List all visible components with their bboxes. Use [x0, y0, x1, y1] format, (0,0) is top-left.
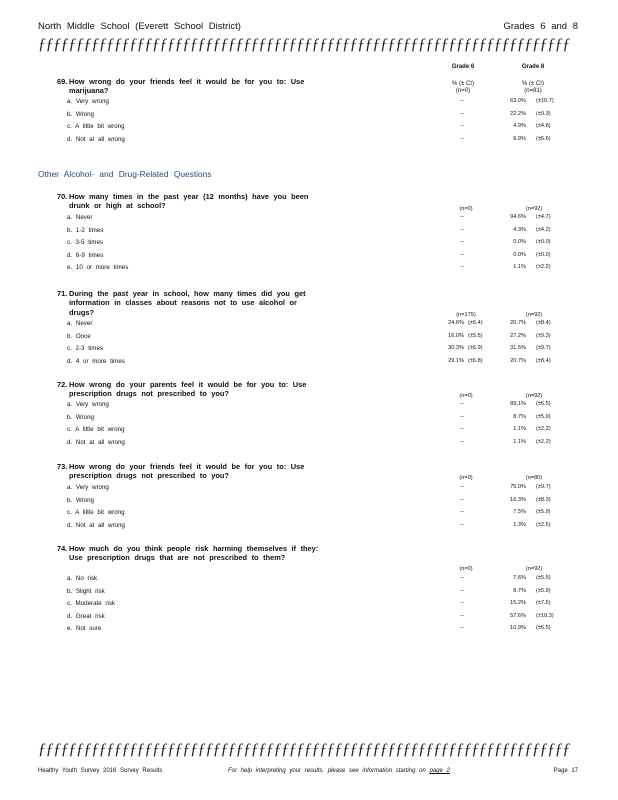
grade8-confidence-interval: (±9.3) — [536, 332, 551, 339]
answer-option-label: a. Never — [67, 320, 93, 327]
grade6-sample-size: (n=175) — [456, 312, 476, 318]
grade6-percent: -- — [460, 123, 464, 129]
grade8-confidence-interval: (±10.7) — [536, 98, 554, 104]
answer-option-label: d. 4 or more times — [67, 357, 125, 365]
grade6-percent: -- — [460, 496, 464, 503]
grade8-percent: 15.2% — [510, 600, 526, 606]
answer-option-label: b. Wrong — [67, 413, 94, 421]
grade6-confidence-interval: (±6.9) — [468, 345, 483, 351]
grade8-confidence-interval: (±2.2) — [536, 426, 551, 432]
header-grades: Grades 6 and 8 — [503, 21, 578, 32]
grade6-percent: 29.1% — [448, 357, 464, 364]
question-block — [57, 77, 325, 96]
question-text: How wrong do your friends feel it would be for you to: Use marijuana? — [69, 77, 305, 96]
answer-option-label: c. A little bit wrong — [67, 123, 125, 130]
grade8-percent: 9.9% — [513, 135, 526, 142]
header-rule: ƒƒƒƒƒƒƒƒƒƒƒƒƒƒƒƒƒƒƒƒƒƒƒƒƒƒƒƒƒƒƒƒƒƒƒƒƒƒƒƒƒƒƒƒƒƒƒƒƒƒƒƒƒƒƒƒƒƒƒƒƒƒƒƒƒƒƒƒƒƒ — [38, 36, 571, 53]
grade8-confidence-interval: (±2.2) — [536, 438, 551, 445]
grade8-percent: 4.9% — [513, 123, 526, 129]
answer-option-label: a. No risk — [67, 575, 98, 582]
grade6-percent: -- — [460, 413, 464, 420]
question-block — [57, 289, 325, 317]
grade6-percent: -- — [460, 239, 464, 245]
grade8-percent: 7.6% — [513, 575, 526, 581]
grade6-percent: -- — [460, 135, 464, 142]
grade8-sample-size: (n=92) — [525, 206, 543, 212]
grade8-pct-label: % (± CI) — [522, 81, 544, 87]
question-number: 73. — [57, 462, 68, 471]
grade8-percent: 7.5% — [513, 509, 526, 515]
question-text: How wrong do your parents feel it would be for you to: Use prescription drugs not prescribed to you? — [69, 380, 307, 399]
grade6-label: Grade 6 — [451, 64, 475, 70]
grade8-percent: 1.3% — [513, 521, 526, 528]
grade6-percent: -- — [460, 438, 464, 445]
section-title: Other Alcohol- and Drug-Related Questions — [38, 169, 212, 179]
grade8-sample-size: (n=92) — [525, 312, 543, 318]
grade8-percent: 1.1% — [513, 438, 526, 445]
grade8-confidence-interval: (±6.5) — [536, 625, 551, 631]
grade6-percent: -- — [460, 214, 464, 220]
header-school-name: North Middle School (Everett School District) — [38, 21, 241, 32]
question-text: How wrong do your friends feel it would be for you to: Use prescription drugs not prescribed to you? — [69, 462, 305, 481]
grade6-percent: 30.3% — [448, 345, 464, 351]
grade8-percent: 63.0% — [510, 98, 526, 104]
answer-option-label: a. Very wrong — [67, 484, 109, 491]
question-block — [57, 380, 325, 399]
grade8-percent: 0.0% — [513, 251, 526, 258]
grade6-percent: -- — [460, 426, 464, 432]
question-text: During the past year in school, how many times did you get information in classes about reasons not to use alcohol or drugs? — [69, 289, 306, 317]
answer-option-label: d. Great risk — [67, 612, 105, 620]
grade8-label: Grade 8 — [521, 64, 545, 70]
question-number: 74. — [57, 544, 68, 553]
grade6-sample-size: (n=0) — [459, 206, 473, 212]
grade6-sample-size: (n=0) — [459, 393, 473, 399]
grade6-percent: -- — [460, 575, 464, 581]
footer-page-number: Page 17 — [553, 768, 578, 774]
grade8-percent: 20.7% — [510, 357, 526, 364]
answer-option-label: c. A little bit wrong — [67, 509, 125, 516]
answer-option-label: c. Moderate risk — [67, 600, 116, 607]
grade6-confidence-interval: (±6.4) — [468, 320, 483, 326]
grade6-confidence-interval: (±6.8) — [468, 357, 483, 364]
grade6-percent: -- — [460, 98, 464, 104]
grade8-percent: 1.1% — [513, 426, 526, 432]
answer-option-label: e. 10 or more times — [67, 264, 129, 271]
grade8-confidence-interval: (±9.3) — [536, 110, 551, 117]
grade8-confidence-interval: (±10.3) — [536, 612, 554, 619]
grade8-confidence-interval: (±2.2) — [536, 264, 551, 270]
grade8-percent: 20.7% — [510, 320, 526, 326]
grade6-sample-size: (n=0) — [459, 475, 473, 481]
grade8-confidence-interval: (±4.7) — [536, 214, 551, 220]
grade8-percent: 8.7% — [513, 413, 526, 420]
grade8-percent: 94.6% — [510, 214, 526, 220]
grade6-percent: -- — [460, 509, 464, 515]
grade8-percent: 16.3% — [510, 496, 526, 503]
grade6-percent: -- — [460, 110, 464, 117]
answer-option-label: d. Not at all wrong — [67, 135, 125, 143]
answer-option-label: e. Not sure — [67, 625, 102, 632]
question-number: 70. — [57, 192, 68, 201]
grade8-percent: 75.0% — [510, 484, 526, 490]
grade8-percent: 10.9% — [510, 625, 526, 631]
grade8-confidence-interval: (±8.4) — [536, 320, 551, 326]
grade8-percent: 8.7% — [513, 587, 526, 594]
grade8-confidence-interval: (±8.3) — [536, 496, 551, 503]
grade8-percent: 27.2% — [510, 332, 526, 339]
grade8-confidence-interval: (±6.6) — [536, 135, 551, 142]
grade6-percent: -- — [460, 251, 464, 258]
question-block — [57, 192, 325, 211]
grade8-sample-size: (n=92) — [525, 393, 543, 399]
answer-option-label: b. Once — [67, 332, 91, 340]
grade6-percent: -- — [460, 625, 464, 631]
answer-option-label: d. Not at all wrong — [67, 438, 125, 446]
grade8-confidence-interval: (±4.2) — [536, 226, 551, 233]
grade8-confidence-interval: (±7.5) — [536, 600, 551, 606]
answer-option-label: d. 6-9 times — [67, 251, 104, 259]
grade6-percent: -- — [460, 401, 464, 407]
footer-survey-title: Healthy Youth Survey 2016 Survey Results — [38, 768, 163, 774]
answer-option-label: d. Not at all wrong — [67, 521, 125, 529]
grade8-percent: 31.5% — [510, 345, 526, 351]
grade8-confidence-interval: (±0.0) — [536, 251, 551, 258]
grade8-confidence-interval: (±0.0) — [536, 239, 551, 245]
grade6-percent: -- — [460, 521, 464, 528]
grade8-n-label: (n=81) — [524, 88, 542, 94]
grade8-confidence-interval: (±8.4) — [536, 357, 551, 364]
question-block — [57, 462, 325, 481]
grade8-percent: 57.6% — [510, 612, 526, 619]
question-number: 71. — [57, 289, 68, 298]
grade8-confidence-interval: (±2.5) — [536, 521, 551, 528]
grade8-sample-size: (n=92) — [525, 566, 543, 572]
footer-rule: ƒƒƒƒƒƒƒƒƒƒƒƒƒƒƒƒƒƒƒƒƒƒƒƒƒƒƒƒƒƒƒƒƒƒƒƒƒƒƒƒƒƒƒƒƒƒƒƒƒƒƒƒƒƒƒƒƒƒƒƒƒƒƒƒƒƒƒƒƒƒ — [38, 741, 571, 758]
grade8-percent: 4.3% — [513, 226, 526, 233]
grade8-percent: 89.1% — [510, 401, 526, 407]
answer-option-label: c. A little bit wrong — [67, 426, 125, 433]
grade8-confidence-interval: (±5.9) — [536, 587, 551, 594]
grade6-percent: -- — [460, 226, 464, 233]
answer-option-label: b. Wrong — [67, 110, 94, 118]
grade8-confidence-interval: (±5.9) — [536, 509, 551, 515]
grade8-percent: 1.1% — [513, 264, 526, 270]
answer-option-label: b. Wrong — [67, 496, 94, 504]
grade8-confidence-interval: (±5.5) — [536, 575, 551, 581]
grade6-pct-label: % (± CI) — [452, 81, 474, 87]
grade6-percent: 16.0% — [448, 332, 464, 339]
answer-option-label: b. 1-2 times — [67, 226, 104, 234]
footer-help-text — [228, 768, 450, 774]
grade8-confidence-interval: (±9.7) — [536, 484, 551, 490]
grade8-confidence-interval: (±5.9) — [536, 413, 551, 420]
grade8-confidence-interval: (±4.8) — [536, 123, 551, 129]
grade6-confidence-interval: (±5.5) — [468, 332, 483, 339]
question-number: 69. — [57, 77, 68, 86]
answer-option-label: c. 2-3 times — [67, 345, 103, 352]
grade6-n-label: (n=0) — [455, 88, 471, 94]
answer-option-label: a. Very wrong — [67, 98, 109, 105]
grade6-sample-size: (n=0) — [459, 566, 473, 572]
grade6-percent: -- — [460, 484, 464, 490]
question-text: How much do you think people risk harming themselves if they: Use prescription drugs that are not prescribed to them? — [69, 544, 319, 563]
grade8-confidence-interval: (±6.5) — [536, 401, 551, 407]
footer-help-prefix: For help interpreting your results, please see information starting on — [228, 768, 426, 774]
footer-page-link[interactable]: page 2 — [429, 768, 450, 774]
grade8-percent: 0.0% — [513, 239, 526, 245]
grade8-percent: 22.2% — [510, 110, 526, 117]
grade6-percent: -- — [460, 612, 464, 619]
answer-option-label: b. Slight risk — [67, 587, 105, 595]
question-text: How many times in the past year (12 months) have you been drunk or high at school? — [69, 192, 309, 211]
grade6-percent: -- — [460, 264, 464, 270]
grade6-percent: 24.6% — [448, 320, 464, 326]
grade6-percent: -- — [460, 600, 464, 606]
answer-option-label: a. Never — [67, 214, 93, 221]
grade6-percent: -- — [460, 587, 464, 594]
grade8-sample-size: (n=80) — [525, 475, 543, 481]
answer-option-label: c. 3-5 times — [67, 239, 103, 246]
answer-option-label: a. Very wrong — [67, 401, 109, 408]
question-block — [57, 544, 325, 563]
grade8-confidence-interval: (±9.7) — [536, 345, 551, 351]
question-number: 72. — [57, 380, 68, 389]
